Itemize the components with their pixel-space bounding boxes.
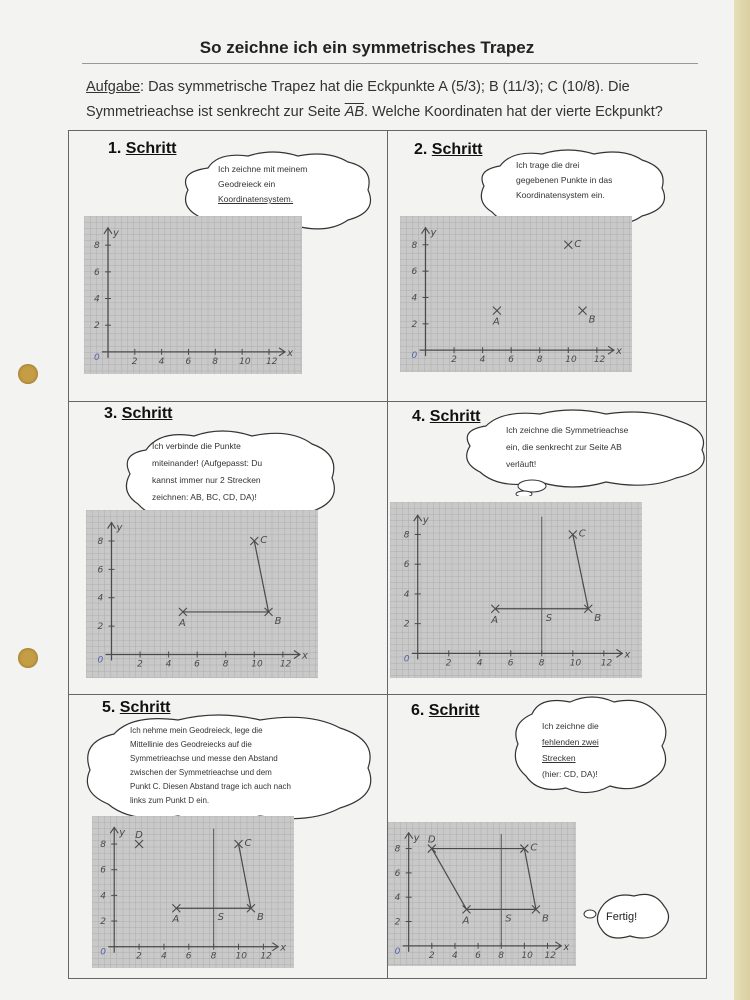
y-axis-name: y <box>119 827 126 839</box>
x-tick-label: 6 <box>475 950 481 961</box>
point-c-label: C <box>260 534 268 546</box>
step-5-heading: 5. Schritt <box>102 699 171 716</box>
point-c-label: C <box>574 238 582 250</box>
x-tick-label: 10 <box>251 659 263 670</box>
punch-hole-bottom <box>18 648 38 668</box>
step-2-heading: 2. Schritt <box>414 141 483 158</box>
done-label: Fertig! <box>606 911 638 923</box>
y-axis-name: y <box>112 227 119 239</box>
x-tick-label: 6 <box>185 356 192 367</box>
x-tick-label: 4 <box>476 658 483 669</box>
done-bubble <box>582 892 672 942</box>
y-tick-label: 4 <box>97 593 104 604</box>
x-tick-label: 10 <box>239 356 251 367</box>
point-a-label: A <box>491 614 499 626</box>
y-tick-label: 4 <box>93 294 100 305</box>
y-tick-label: 6 <box>411 267 418 278</box>
point-d-label: D <box>427 834 436 846</box>
y-tick-label: 8 <box>403 530 410 541</box>
step-6-heading: 6. Schritt <box>411 702 480 719</box>
y-axis-name: y <box>116 522 123 534</box>
task-line1: : Das symmetrische Trapez hat die Eckpunkte A (5/3); B (11/3); C (10/8). Die <box>140 79 630 95</box>
y-tick-label: 2 <box>93 321 100 332</box>
x-tick-label: 6 <box>508 355 514 366</box>
bubble-2-text: Ich trage die drei gegebenen Punkte in das Koordinatensystem ein. <box>516 160 613 200</box>
bubble-5-text: Ich nehme mein Geodreieck, lege die Mittellinie des Geodreiecks auf die Symmetrieachse und messe den Abstand zwischen der Symmetrieachse und dem Punkt C. Diesen Abstand trage ich auch nach links zum Punkt D ein. <box>130 726 291 805</box>
x-tick-label: 12 <box>260 951 272 962</box>
x-axis-name: x <box>624 649 631 661</box>
coordinate-system-2 <box>400 216 632 372</box>
bubble-3-text: Ich verbinde die Punkte miteinander! (Aufgepasst: Du kannst immer nur 2 Strecken zeichnen: AB, BC, CD, DA)! <box>152 441 263 502</box>
y-tick-label: 2 <box>100 917 106 928</box>
x-tick-label: 6 <box>185 951 192 962</box>
step-4-heading: 4. Schritt <box>412 408 481 425</box>
y-tick-label: 6 <box>93 267 100 278</box>
y-axis-name: y <box>413 832 420 844</box>
step-3-heading: 3. Schritt <box>104 405 173 422</box>
point-b-label: B <box>541 913 549 925</box>
y-tick-label: 6 <box>403 560 410 571</box>
task-line2-end: . Welche Koordinaten hat der vierte Eckpunkt? <box>364 104 663 120</box>
origin-label: 0 <box>100 947 106 958</box>
x-axis-name: x <box>301 650 308 662</box>
x-tick-label: 8 <box>498 950 504 961</box>
bubble-4-text: Ich zeichne die Symmetrieachse ein, die senkrecht zur Seite AB verläuft! <box>506 425 629 469</box>
step-1-heading: 1. Schritt <box>108 140 177 157</box>
point-b-label: B <box>588 314 596 326</box>
x-tick-label: 12 <box>600 658 613 669</box>
x-tick-label: 2 <box>136 951 142 962</box>
origin-label: 0 <box>394 946 401 957</box>
y-tick-label: 8 <box>394 844 401 855</box>
point-b-label: B <box>256 912 264 924</box>
x-axis-name: x <box>280 942 287 954</box>
x-tick-label: 4 <box>165 659 172 670</box>
bubble-6-text: Ich zeichne die fehlenden zwei Strecken (hier: CD, DA)! <box>542 721 599 779</box>
y-tick-label: 8 <box>93 241 100 252</box>
segment-ab: $\overline{AB}$ <box>344 104 365 120</box>
task-line2-start: Symmetrieachse ist senkrecht zur Seite <box>86 104 345 120</box>
x-tick-label: 4 <box>479 355 486 366</box>
y-tick-label: 6 <box>394 868 401 879</box>
point-a-label: A <box>492 316 500 328</box>
title-rule <box>82 63 698 64</box>
point-c-label: C <box>578 528 586 540</box>
x-tick-label: 2 <box>445 658 452 669</box>
x-tick-label: 12 <box>279 659 292 670</box>
y-tick-label: 6 <box>97 565 104 576</box>
point-a-label: A <box>178 617 186 629</box>
origin-label: 0 <box>97 655 104 666</box>
y-tick-label: 4 <box>394 893 401 904</box>
point-s-label: S <box>545 612 553 624</box>
task-text <box>86 75 706 125</box>
page-edge <box>734 0 750 1000</box>
x-tick-label: 8 <box>538 658 545 669</box>
x-axis-name: x <box>615 346 622 358</box>
x-tick-label: 2 <box>131 356 138 367</box>
point-d-label: D <box>135 830 143 842</box>
y-tick-label: 8 <box>97 536 104 547</box>
y-tick-label: 2 <box>97 622 104 633</box>
x-tick-label: 8 <box>222 659 229 670</box>
x-tick-label: 4 <box>451 950 458 961</box>
x-tick-label: 12 <box>593 355 606 366</box>
x-axis-name: x <box>563 941 570 953</box>
x-tick-label: 10 <box>521 950 533 961</box>
x-tick-label: 8 <box>212 356 219 367</box>
y-tick-label: 2 <box>394 917 401 928</box>
x-tick-label: 8 <box>210 951 217 962</box>
point-b-label: B <box>594 612 602 624</box>
coordinate-system-1 <box>84 216 302 374</box>
page-title: So zeichne ich ein symmetrisches Trapez <box>199 38 535 57</box>
coordinate-system-4 <box>390 502 642 678</box>
x-tick-label: 12 <box>265 356 278 367</box>
x-tick-label: 4 <box>158 356 165 367</box>
point-c-label: C <box>530 842 538 854</box>
task-label: Aufgabe <box>86 79 141 95</box>
x-tick-label: 10 <box>565 355 577 366</box>
origin-label: 0 <box>411 351 418 362</box>
y-axis-name: y <box>430 227 437 239</box>
point-c-label: C <box>244 838 252 850</box>
x-tick-label: 2 <box>137 659 143 670</box>
y-tick-label: 8 <box>100 840 106 851</box>
coordinate-system-3 <box>86 510 318 678</box>
origin-label: 0 <box>93 352 100 363</box>
x-tick-label: 2 <box>451 355 457 366</box>
point-s-label: S <box>505 913 512 925</box>
y-axis-name: y <box>422 515 429 527</box>
y-tick-label: 8 <box>411 240 418 251</box>
bubble-1-text: Ich zeichne mit meinem Geodreieck ein Koordinatensystem. <box>218 164 308 204</box>
x-tick-label: 8 <box>536 355 543 366</box>
x-tick-label: 6 <box>194 659 200 670</box>
y-tick-label: 6 <box>100 865 106 876</box>
x-axis-name: x <box>287 347 293 359</box>
grid-divider-1 <box>69 401 706 402</box>
punch-hole-top <box>18 364 38 384</box>
y-tick-label: 2 <box>411 319 418 330</box>
y-tick-label: 4 <box>100 891 106 902</box>
point-b-label: B <box>274 615 282 627</box>
x-tick-label: 12 <box>544 950 556 961</box>
y-tick-label: 2 <box>403 619 410 630</box>
point-a-label: A <box>172 914 180 926</box>
y-tick-label: 4 <box>411 293 418 304</box>
x-tick-label: 4 <box>160 951 167 962</box>
origin-label: 0 <box>403 654 410 665</box>
coordinate-system-5 <box>92 816 294 968</box>
x-tick-label: 6 <box>507 658 514 669</box>
x-tick-label: 10 <box>569 658 582 669</box>
point-s-label: S <box>217 912 225 924</box>
x-tick-label: 10 <box>235 951 247 962</box>
x-tick-label: 2 <box>428 950 435 961</box>
coordinate-system-6 <box>388 822 576 966</box>
point-a-label: A <box>462 915 470 927</box>
y-tick-label: 4 <box>403 589 410 600</box>
